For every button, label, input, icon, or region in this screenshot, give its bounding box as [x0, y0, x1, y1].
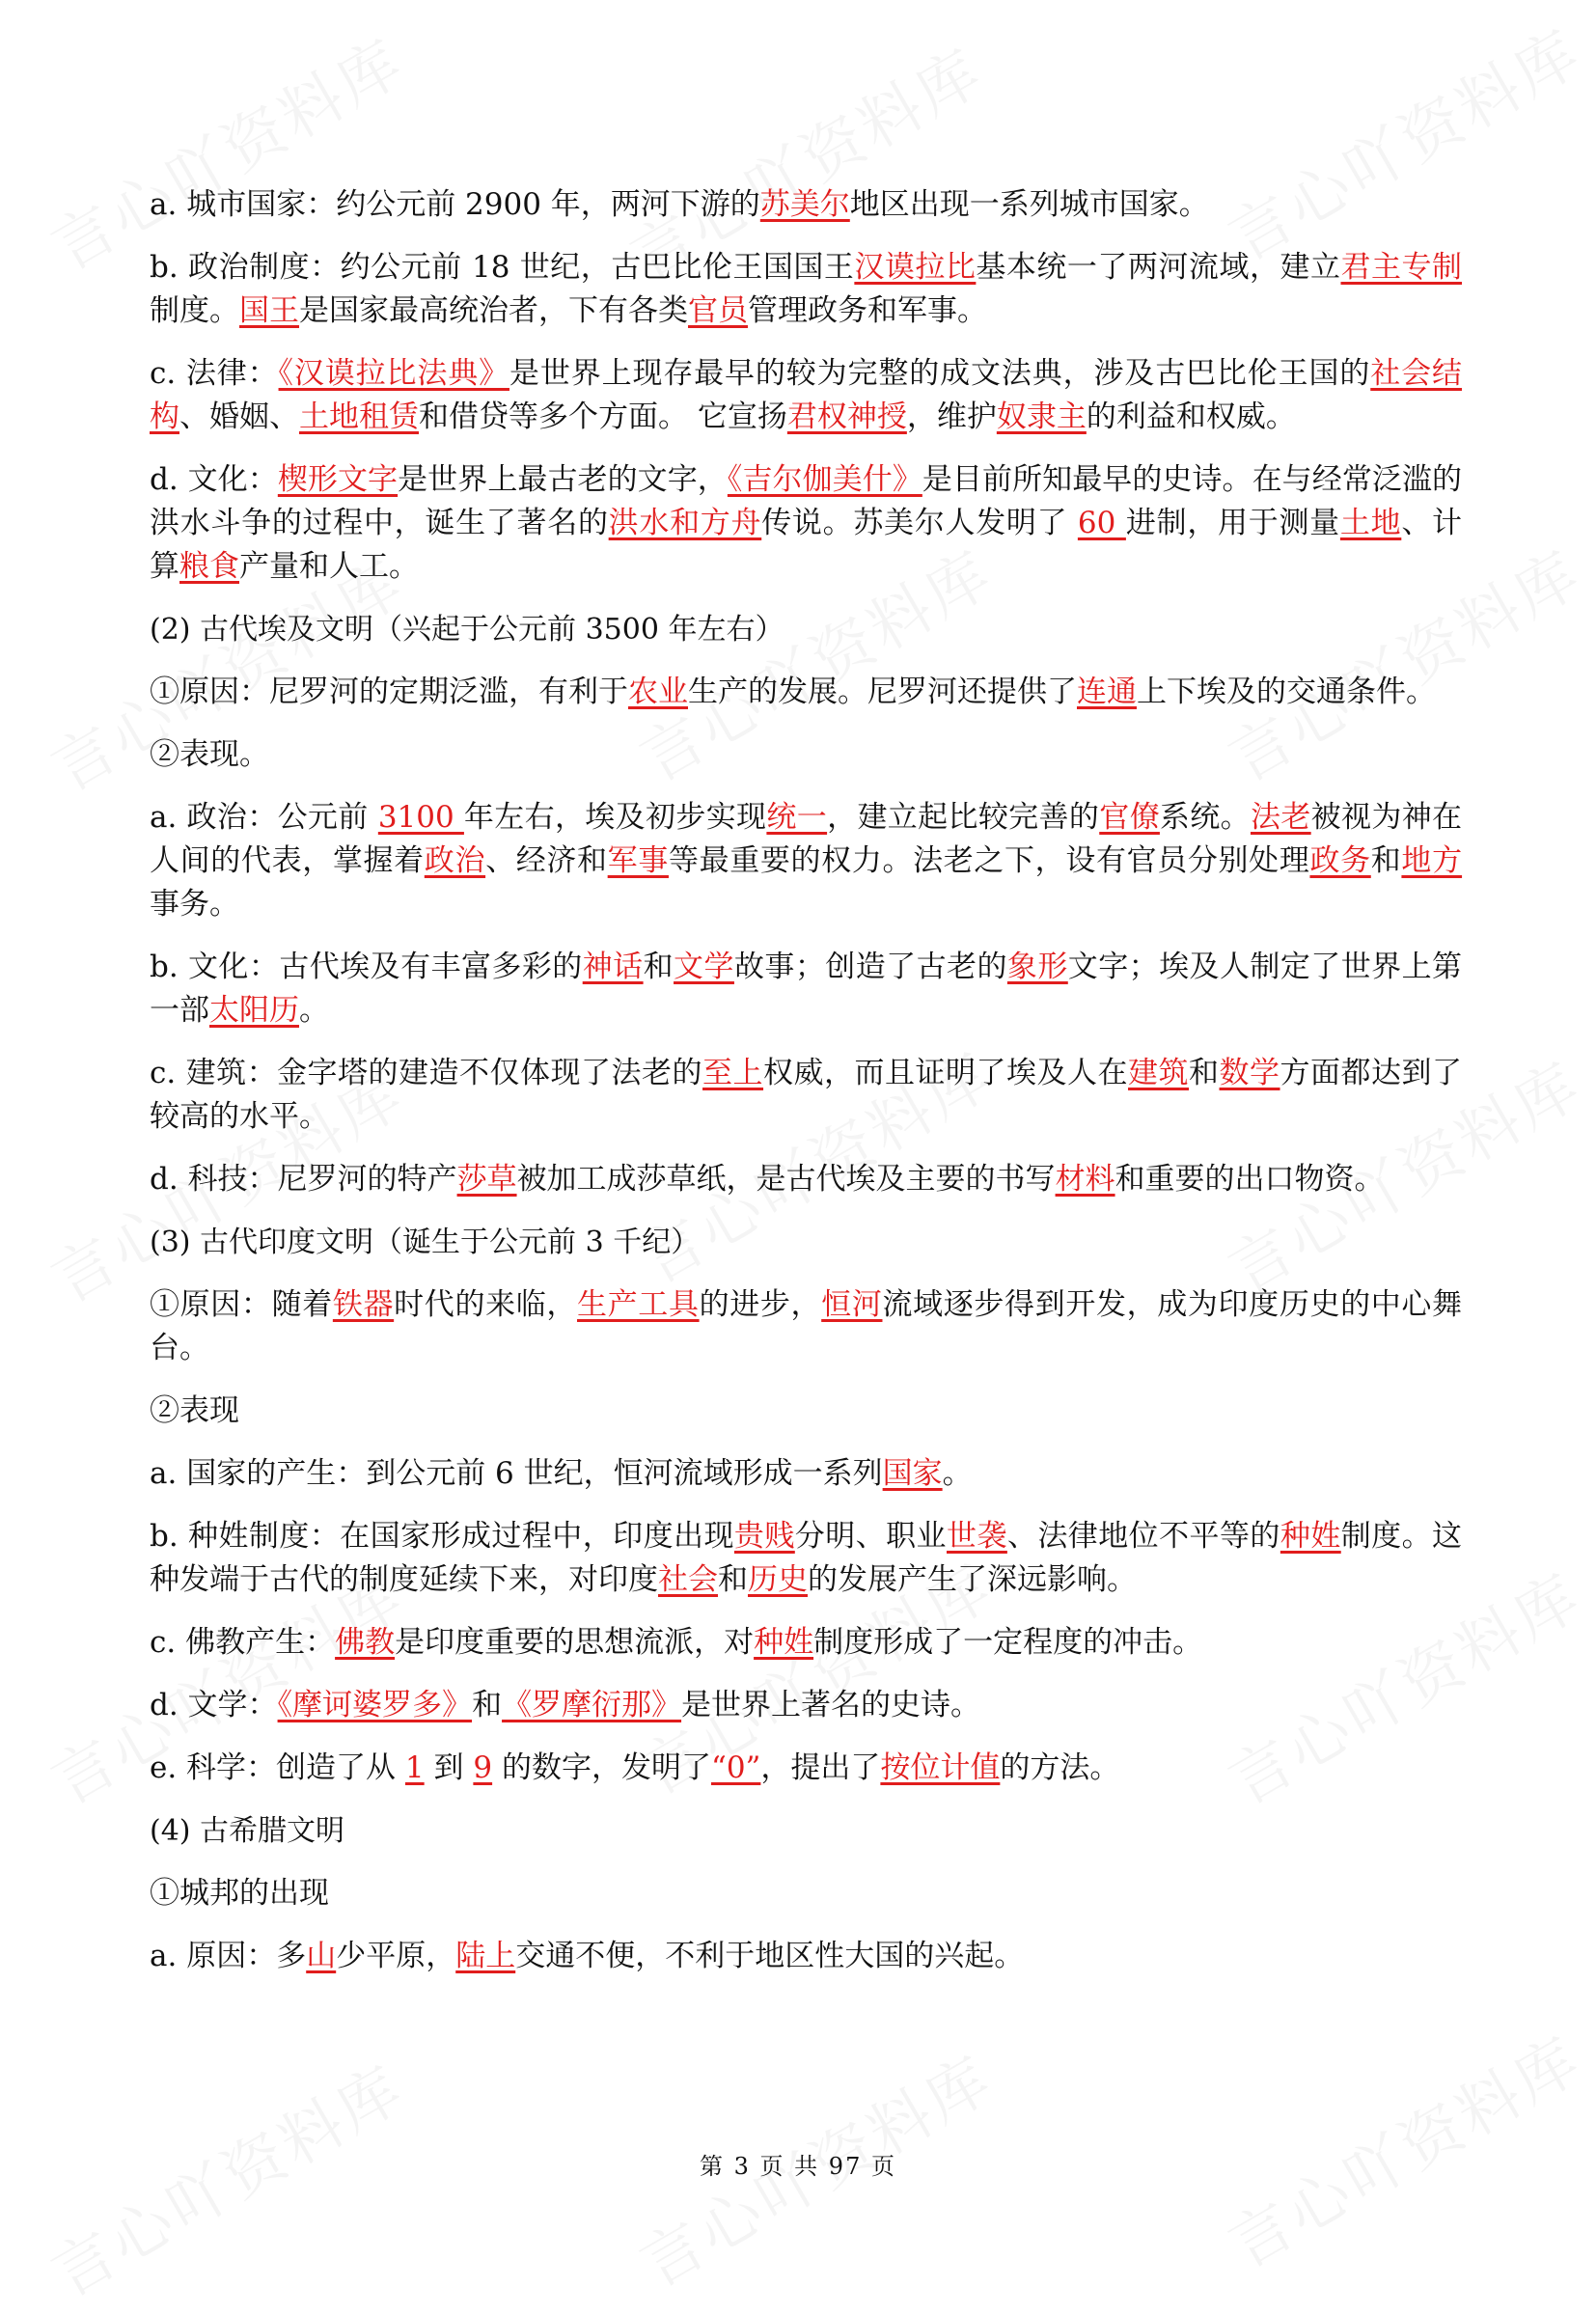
keyword-fill: 至上	[702, 1056, 764, 1090]
text-run: 的进步，	[699, 1287, 822, 1322]
text-run: a. 国家的产生：到公元前 6 世纪，恒河流域形成一系列	[150, 1456, 883, 1491]
keyword-fill: 《汉谟拉比法典》	[278, 356, 509, 391]
text-run: 地区出现一系列城市国家。	[849, 187, 1209, 222]
keyword-fill: 佛教	[335, 1625, 396, 1660]
text-run: 到	[424, 1750, 474, 1785]
keyword-fill: 洪水和方舟	[608, 506, 762, 540]
text-run: a. 原因：多	[150, 1939, 307, 1973]
text-run: 被视为神在人间的代表，掌握着	[150, 800, 1463, 878]
text-run: 交通不便，不利于地区性大国的兴起。	[515, 1939, 1025, 1973]
paragraph	[150, 1283, 1462, 1370]
text-run: 上下埃及的交通条件。	[1137, 675, 1436, 709]
paragraph	[150, 1515, 1462, 1602]
text-run: 是世界上著名的史诗。	[681, 1688, 981, 1722]
text-run: ②表现	[150, 1393, 239, 1428]
keyword-fill: 苏美尔	[759, 187, 850, 222]
text-run: 制度形成了一定程度的冲击。	[813, 1625, 1203, 1660]
section-heading	[150, 1221, 1462, 1264]
keyword-fill: 连通	[1077, 675, 1137, 709]
text-run: 。	[942, 1456, 973, 1491]
keyword-fill: 建筑	[1128, 1056, 1190, 1090]
section-heading	[150, 1809, 1462, 1853]
keyword-fill: 国王	[239, 293, 299, 328]
paragraph	[150, 352, 1462, 439]
text-run: 系统。	[1159, 800, 1251, 835]
text-run: (3) 古代印度文明（诞生于公元前 3 千纪）	[150, 1226, 701, 1259]
text-run: b. 政治制度：约公元前 18 世纪，古巴比伦王国国王	[150, 250, 855, 285]
keyword-fill: 法老	[1250, 800, 1311, 835]
text-run: 和	[1370, 843, 1402, 878]
text-run: ，提出了	[760, 1750, 881, 1785]
text-run: 少平原，	[336, 1939, 456, 1973]
text-run: 、婚姻、	[179, 399, 299, 434]
text-run: 分明、职业	[794, 1519, 947, 1554]
text-run: 产量和人工。	[239, 549, 419, 584]
text-run: 传说。苏美尔人发明了	[761, 506, 1078, 540]
keyword-fill: 材料	[1055, 1162, 1115, 1197]
keyword-fill: 莎草	[456, 1162, 517, 1197]
keyword-fill: 3100	[377, 800, 464, 835]
text-run: 是世界上最古老的文字，	[398, 462, 728, 497]
keyword-fill: 政务	[1309, 843, 1371, 878]
keyword-fill: 楔形文字	[277, 462, 399, 497]
keyword-fill: 官僚	[1099, 800, 1160, 835]
page-number: 第 3 页 共 97 页	[700, 2153, 896, 2180]
keyword-fill: 9	[473, 1750, 493, 1785]
text-run: 等最重要的权力。法老之下，设有官员分别处理	[668, 843, 1310, 878]
document-body	[150, 183, 1462, 1997]
keyword-fill: 政治	[424, 843, 486, 878]
text-run: 制度。这种发端于古代的制度延续下来，对印度	[150, 1519, 1463, 1597]
text-run: d. 文学：	[150, 1688, 278, 1722]
keyword-fill: 社会	[658, 1562, 718, 1597]
text-run: (4) 古希腊文明	[150, 1814, 345, 1848]
keyword-fill: 按位计值	[880, 1750, 1001, 1785]
keyword-fill: 《摩诃婆罗多》	[277, 1688, 473, 1722]
text-run: 年左右，埃及初步实现	[463, 800, 767, 835]
text-run: ，建立起比较完善的	[827, 800, 1100, 835]
keyword-fill: 60	[1077, 506, 1126, 540]
keyword-fill: 官员	[688, 293, 748, 328]
text-run: 事务。	[150, 887, 239, 922]
keyword-fill: 象形	[1006, 950, 1068, 984]
section-heading	[150, 608, 1462, 651]
paragraph	[150, 1158, 1462, 1201]
text-run: 的利益和权威。	[1086, 399, 1296, 434]
text-run: 和	[718, 1562, 748, 1597]
text-run: 被加工成莎草纸，是古代埃及主要的书写	[516, 1162, 1056, 1197]
text-run: 是国家最高统治者，下有各类	[299, 293, 688, 328]
keyword-fill: 世袭	[947, 1519, 1007, 1554]
paragraph	[150, 458, 1462, 589]
keyword-fill: 君权神授	[786, 399, 907, 434]
text-run: c. 建筑：金字塔的建造不仅体现了法老的	[150, 1056, 703, 1090]
text-run: ，维护	[906, 399, 997, 434]
text-run: 生产的发展。尼罗河还提供了	[688, 675, 1077, 709]
text-run: 的方法。	[1000, 1750, 1120, 1785]
text-run: 和重要的出口物资。	[1114, 1162, 1385, 1197]
text-run: a. 城市国家：约公元前 2900 年，两河下游的	[150, 187, 760, 222]
text-run: 时代的来临，	[394, 1287, 578, 1322]
keyword-fill: 土地租赁	[299, 399, 419, 434]
paragraph	[150, 246, 1462, 333]
paragraph	[150, 1747, 1462, 1790]
text-run: 管理政务和军事。	[748, 293, 987, 328]
text-run: 、计算	[150, 506, 1463, 584]
text-run: d. 文化：	[150, 462, 278, 497]
text-run: e. 科学：创造了从	[150, 1750, 405, 1785]
text-run: 、法律地位不平等的	[1006, 1519, 1280, 1554]
text-run: 制度。	[150, 293, 239, 328]
text-run: 。	[299, 993, 329, 1028]
keyword-fill: 种姓	[1280, 1519, 1341, 1554]
paragraph	[150, 1935, 1462, 1978]
keyword-fill: 《吉尔伽美什》	[727, 462, 922, 497]
text-run: 、经济和	[485, 843, 608, 878]
paragraph	[150, 1684, 1462, 1727]
text-run: 基本统一了两河流域，建立	[976, 250, 1341, 285]
keyword-fill: 文学	[674, 950, 734, 984]
text-run: ②表现。	[150, 737, 269, 772]
keyword-fill: “0”	[710, 1750, 761, 1785]
paragraph	[150, 733, 1462, 777]
text-run: 文字；埃及人制定了世界上第一部	[150, 950, 1463, 1028]
keyword-fill: 土地	[1339, 506, 1402, 540]
keyword-fill: 陆上	[455, 1939, 516, 1973]
text-run: d. 科技：尼罗河的特产	[150, 1162, 457, 1197]
text-run: (2) 古代埃及文明（兴起于公元前 3500 年左右）	[150, 613, 784, 647]
keyword-fill: 奴隶主	[996, 399, 1087, 434]
text-run: 方面都达到了较高的水平。	[150, 1056, 1463, 1134]
text-run: 进制，用于测量	[1125, 506, 1340, 540]
text-run: 权威，而且证明了埃及人在	[763, 1056, 1129, 1090]
keyword-fill: 农业	[628, 675, 688, 709]
keyword-fill: 粮食	[179, 549, 239, 584]
paragraph	[150, 671, 1462, 714]
keyword-fill: 种姓	[754, 1625, 814, 1660]
keyword-fill: 太阳历	[209, 993, 299, 1028]
keyword-fill: 历史	[748, 1562, 808, 1597]
keyword-fill: 汉谟拉比	[854, 250, 977, 285]
keyword-fill: 恒河	[821, 1287, 883, 1322]
paragraph	[150, 796, 1462, 926]
text-run: 和	[472, 1688, 503, 1722]
text-run: 流域逐步得到开发，成为印度历史的中心舞台。	[150, 1287, 1463, 1365]
text-run: ①原因：尼罗河的定期泛滥，有利于	[150, 675, 628, 709]
text-run: c. 佛教产生：	[150, 1625, 336, 1660]
text-run: 和	[643, 950, 674, 984]
keyword-fill: 神话	[582, 950, 644, 984]
text-run: 和借贷等多个方面。 它宣扬	[419, 399, 787, 434]
keyword-fill: 地方	[1401, 843, 1463, 878]
paragraph	[150, 1621, 1462, 1665]
keyword-fill: 贵贱	[733, 1519, 795, 1554]
keyword-fill: 军事	[607, 843, 669, 878]
text-run: 是目前所知最早的史诗。在与经常泛滥的洪水斗争的过程中，诞生了著名的	[150, 462, 1463, 540]
paragraph	[150, 1390, 1462, 1433]
text-run: ①城邦的出现	[150, 1876, 329, 1911]
keyword-fill: 君主专制	[1340, 250, 1463, 285]
keyword-fill: 生产工具	[577, 1287, 700, 1322]
paragraph	[150, 1872, 1462, 1915]
paragraph	[150, 1052, 1462, 1139]
paragraph	[150, 1452, 1462, 1496]
text-run: 的数字，发明了	[492, 1750, 711, 1785]
text-run: 故事；创造了古老的	[733, 950, 1007, 984]
text-run: 是世界上现存最早的较为完整的成文法典，涉及古巴比伦王国的	[509, 356, 1371, 391]
text-run: a. 政治：公元前	[150, 800, 378, 835]
paragraph	[150, 946, 1462, 1033]
keyword-fill: 国家	[882, 1456, 943, 1491]
text-run: 的发展产生了深远影响。	[808, 1562, 1137, 1597]
text-run: 是印度重要的思想流派，对	[395, 1625, 755, 1660]
text-run: b. 文化：古代埃及有丰富多彩的	[150, 950, 583, 984]
text-run: b. 种姓制度：在国家形成过程中，印度出现	[150, 1519, 734, 1554]
keyword-fill: 统一	[766, 800, 828, 835]
keyword-fill: 社会结构	[150, 356, 1462, 434]
text-run: ①原因：随着	[150, 1287, 333, 1322]
keyword-fill: 山	[306, 1939, 337, 1973]
text-run: 和	[1189, 1056, 1220, 1090]
keyword-fill: 《罗摩衍那》	[502, 1688, 682, 1722]
keyword-fill: 数学	[1219, 1056, 1280, 1090]
paragraph	[150, 183, 1462, 227]
keyword-fill: 铁器	[332, 1287, 395, 1322]
keyword-fill: 1	[404, 1750, 425, 1785]
text-run: c. 法律：	[150, 356, 279, 391]
